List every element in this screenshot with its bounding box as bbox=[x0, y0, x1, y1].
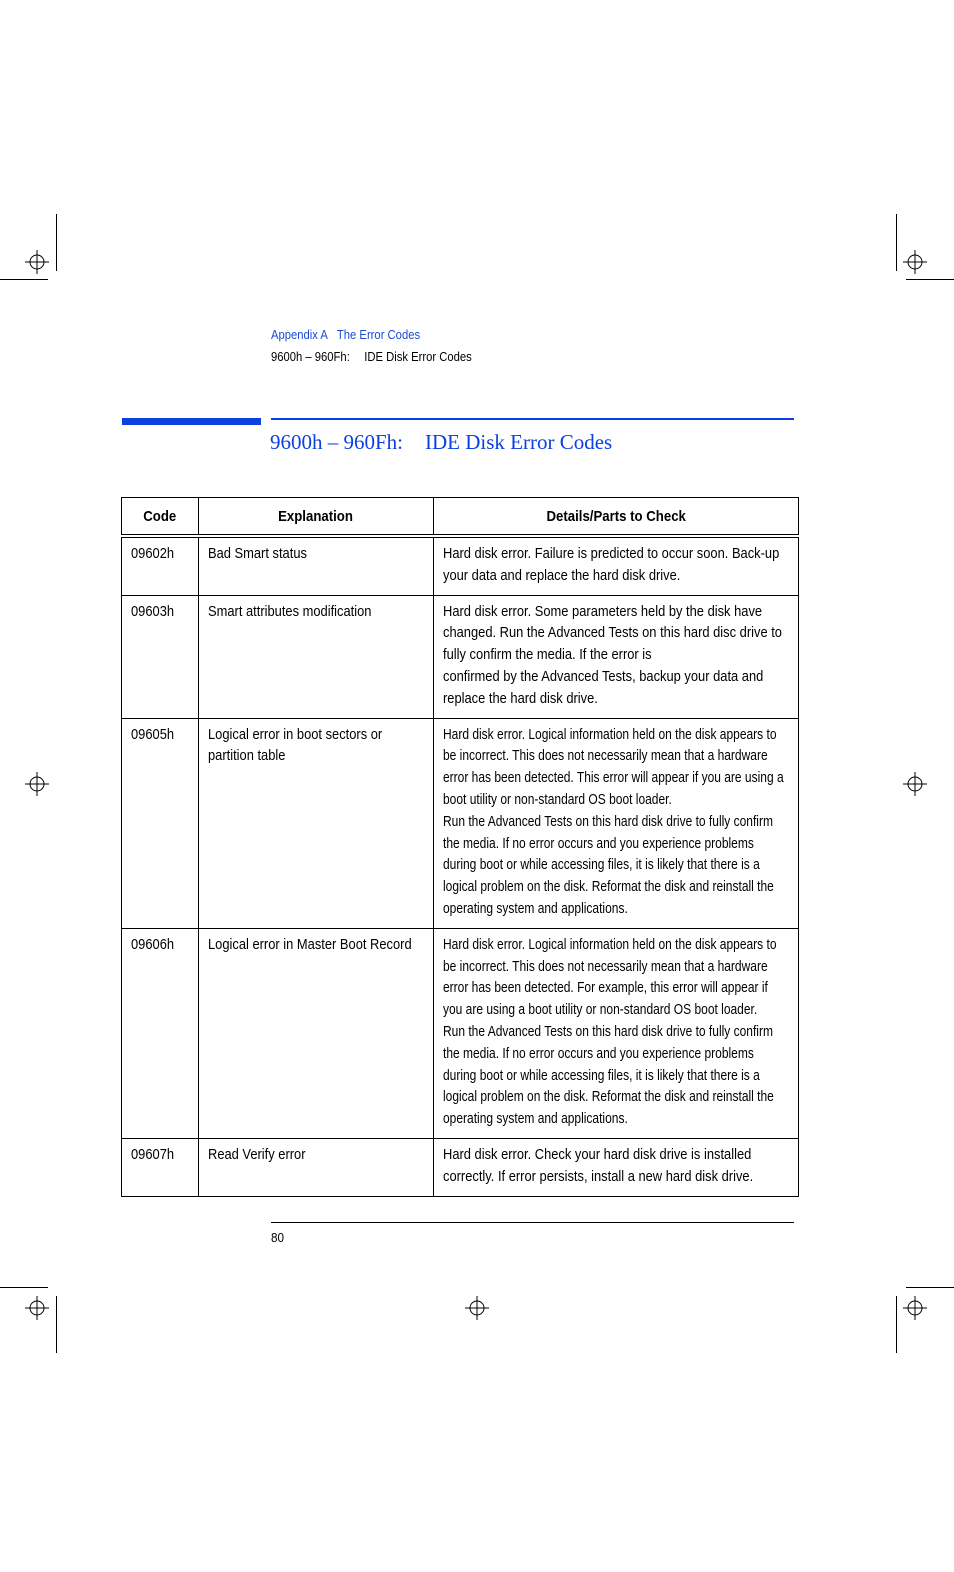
crop-mark bbox=[896, 214, 897, 271]
cell-details: Hard disk error. Logical information held on the disk appears to be incorrect. This does not necessarily mean that a hardware error has been detected. For example, this error will appear if you are using a boot utility or non-standard OS boot loader. Run the Advanced Tests on this hard disk drive to fully confirm the media. If no error occurs and you experience problems during boot or while accessing files, it is likely that there is a logical problem on the disk. Reformat the disk and reinstall the operating system and applications. bbox=[433, 928, 798, 1138]
registration-mark-icon bbox=[903, 1296, 927, 1320]
cell-details: Hard disk error. Logical information held on the disk appears to be incorrect. This does not necessarily mean that a hardware error has been detected. This error will appear if you are using a boot utility or non-standard OS boot loader. Run the Advanced Tests on this hard disk drive to fully confirm the media. If no error occurs and you experience problems during boot or while accessing files, it is likely that there is a logical problem on the disk. Reformat the disk and reinstall the operating system and applications. bbox=[433, 718, 798, 928]
running-header bbox=[271, 328, 472, 364]
header-appendix: Appendix A bbox=[271, 328, 328, 342]
column-header-details: Details/Parts to Check bbox=[433, 498, 798, 537]
table-header-row bbox=[122, 498, 799, 537]
table-row bbox=[122, 1138, 799, 1196]
section-range: 9600h – 960Fh: bbox=[270, 430, 404, 454]
registration-mark-icon bbox=[25, 250, 49, 274]
cell-explanation: Smart attributes modification bbox=[198, 595, 433, 718]
error-code-table bbox=[121, 497, 799, 1197]
crop-mark bbox=[56, 1296, 57, 1353]
column-header-explanation: Explanation bbox=[198, 498, 433, 537]
registration-mark-icon bbox=[903, 772, 927, 796]
cell-code: 09607h bbox=[122, 1138, 199, 1196]
crop-mark bbox=[906, 279, 954, 280]
cell-details: Hard disk error. Check your hard disk drive is installed correctly. If error persists, install a new hard disk drive. bbox=[433, 1138, 798, 1196]
crop-mark bbox=[0, 279, 48, 280]
cell-details: Hard disk error. Failure is predicted to occur soon. Back-up your data and replace the hard disk drive. bbox=[433, 536, 798, 595]
header-chapter-line bbox=[271, 328, 472, 342]
table-row bbox=[122, 718, 799, 928]
page-number: 80 bbox=[271, 1230, 285, 1245]
cell-details: Hard disk error. Some parameters held by the disk have changed. Run the Advanced Tests on this hard disc drive to fully confirm the media. If the error is confirmed by the Advanced Tests, backup your data and replace the hard disk drive. bbox=[433, 595, 798, 718]
table-row bbox=[122, 928, 799, 1138]
cell-explanation: Read Verify error bbox=[198, 1138, 433, 1196]
registration-mark-icon bbox=[465, 1296, 489, 1320]
footer-rule bbox=[271, 1222, 794, 1223]
crop-mark bbox=[0, 1287, 48, 1288]
crop-mark bbox=[906, 1287, 954, 1288]
column-header-code: Code bbox=[122, 498, 199, 537]
cell-code: 09603h bbox=[122, 595, 199, 718]
section-heading: IDE Disk Error Codes bbox=[425, 430, 613, 454]
section-rule bbox=[271, 418, 794, 420]
header-topic: IDE Disk Error Codes bbox=[364, 350, 472, 364]
cell-explanation: Logical error in boot sectors or partition table bbox=[198, 718, 433, 928]
section-title bbox=[270, 430, 612, 455]
header-chapter: The Error Codes bbox=[336, 328, 421, 342]
header-topic-line bbox=[271, 350, 472, 364]
table-row bbox=[122, 536, 799, 595]
registration-mark-icon bbox=[903, 250, 927, 274]
table-row bbox=[122, 595, 799, 718]
cell-code: 09606h bbox=[122, 928, 199, 1138]
crop-mark bbox=[56, 214, 57, 271]
registration-mark-icon bbox=[25, 1296, 49, 1320]
cell-code: 09605h bbox=[122, 718, 199, 928]
crop-mark bbox=[896, 1296, 897, 1353]
header-range: 9600h – 960Fh: bbox=[271, 350, 350, 364]
cell-explanation: Logical error in Master Boot Record bbox=[198, 928, 433, 1138]
cell-code: 09602h bbox=[122, 536, 199, 595]
registration-mark-icon bbox=[25, 772, 49, 796]
section-accent-bar bbox=[122, 418, 261, 425]
cell-explanation: Bad Smart status bbox=[198, 536, 433, 595]
